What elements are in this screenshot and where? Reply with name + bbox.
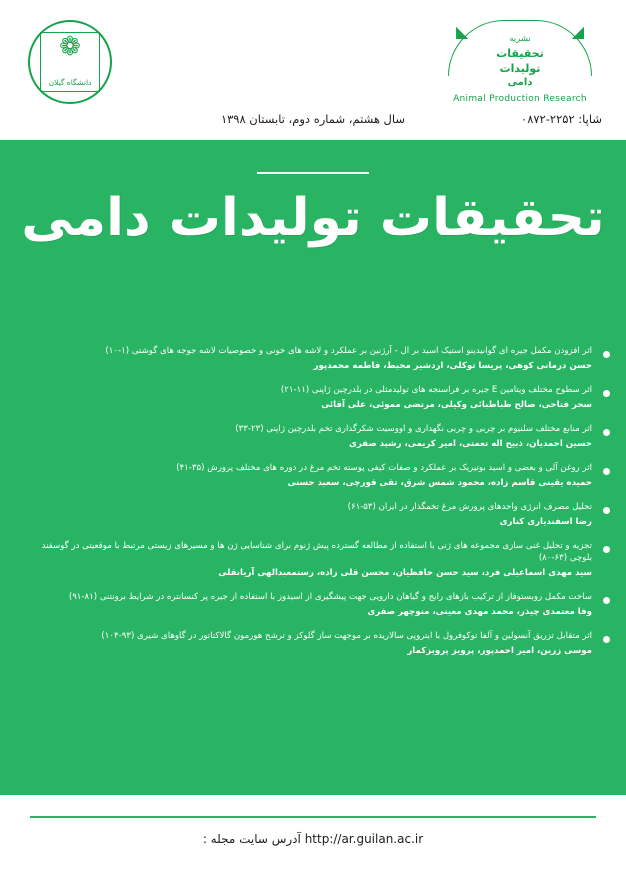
bullet-icon [603,507,610,514]
article-title: اثر متقابل تزریق آنسولین و آلفا توکوفرول با ایتروپی سالاریده بر موجهت ساز گلوکز و ترشح هورمون گالاکتاتور در گاوهای شیری (۹۳-۱۰۴) [101,630,592,641]
article-authors: موسی زرین، امیر احمدپور، پرویز پرویزکمار [407,646,592,657]
journal-website [0,832,626,846]
article-authors: حسین احمدیان، ذبیح اله تعمتی، امیر کریمی، رشید صفری [348,439,592,450]
article-authors: سید مهدی اسماعیلی فرد، سید حسن حافظیان، محسن قلی زاده، رستمعبدالهی آریانقلی [218,568,592,579]
bullet-icon [603,468,610,475]
list-item[interactable] [14,540,612,580]
journal-logo [440,18,600,110]
article-title: تحلیل مصرف انرژی واحدهای پرورش مرغ تخمگذار در ایران (۵۳-۶۱) [347,501,592,512]
article-authors: سحر فتاحی، صالح طباطبائی وکیلی، مرتضی مموئی، علی آقائی [321,400,592,411]
ornament-icon: ❁ [59,32,81,62]
list-item[interactable] [14,501,612,529]
journal-logo-line4: دامی [507,77,533,88]
journal-logo-line1: نشریه [509,34,531,44]
goat-icon: ◣ [456,22,469,41]
cover-header [0,0,626,140]
bullet-icon [603,636,610,643]
university-logo [28,20,114,106]
list-item[interactable] [14,591,612,619]
article-authors: حسن درمانی کوهی، پریسا توکلی، اردشیر محیط، فاطمه محمدپور [313,361,592,372]
table-of-contents [14,345,612,669]
title-rule [257,172,369,174]
article-authors: حمیده یقینی قاسم زاده، محمود شمس شرق، تقی قورچی، سعید حسنی [287,478,592,489]
list-item[interactable] [14,630,612,658]
bullet-icon [603,351,610,358]
article-authors: رضا اسفندیاری کناری [499,517,592,528]
issn-number: شاپا: ۲۲۵۲-۰۸۷۲ [521,112,602,126]
goat-icon: ◢ [571,22,584,41]
article-title: اثر افزودن مکمل جیره ای گوانیدینو استیک اسید بر ال - آرژنین بر عملکرد و لاشه های خونی و خصوصیات لاشه جوجه های گوشتی (۱-۱۰) [105,346,592,356]
article-title: اثر روغن آلی و بعضی و اسید بوتیریک بر عملکرد و صفات کیفی پوسته تخم مرغ در دوره های مختلف پرورش (۳۵-۴۱) [176,462,592,473]
list-item[interactable] [14,423,612,451]
list-item[interactable] [14,462,612,490]
footer-divider [30,816,596,818]
article-title: تجزیه و تحلیل غنی سازی مجموعه های ژنی با استفاده از مطالعه گسترده پیش ژنوم برای شناسایی ژن ها و مسیرهای زیستی مرتبط با موقعیتی در گوسفند بلوچی (۶۳-۸۰) [41,540,592,563]
issue-info: سال هشتم، شماره دوم، تابستان ۱۳۹۸ [220,112,406,126]
journal-url[interactable]: http://ar.guilan.ac.ir [304,832,424,846]
journal-url-label: آدرس سایت مجله : [202,832,301,846]
list-item[interactable] [14,384,612,412]
bullet-icon [603,390,610,397]
article-title: ساخت مکمل روبستوفاز از ترکیب بازهای رایج و گیاهان دارویی جهت پیشگیری از اسیدوز با استفاده از جیره پر کنسانتره در شرایط برونتنی (۸۱-۹۱) [68,591,592,602]
article-title: اثر منابع مختلف سلنیوم بر چربی و چربی نگهداری و اووسیت شکرگذاری تخم بلدرچین ژاپنی (۲۳-۳۳) [235,423,592,434]
journal-title: تحقیقات تولیدات دامی [21,188,605,248]
article-authors: وفا معتمدی چیذر، محمد مهدی معینی، منوچهر صفری [367,607,592,618]
bullet-icon [603,546,610,553]
bullet-icon [603,429,610,436]
journal-logo-english-name: Animal Production Research [453,94,587,104]
list-item[interactable] [14,345,612,373]
cover-green-band [0,140,626,795]
article-title: اثر سطوح مختلف ویتامین E جیره بر فراسنجه های تولیدمثلی در بلدرچین ژاپنی (۱۱-۲۱) [280,384,592,395]
journal-logo-line2: تحقیقات [496,47,544,60]
bullet-icon [603,597,610,604]
university-logo-caption: دانشگاه گیلان [48,78,92,87]
journal-logo-line3: تولیدات [499,62,541,75]
